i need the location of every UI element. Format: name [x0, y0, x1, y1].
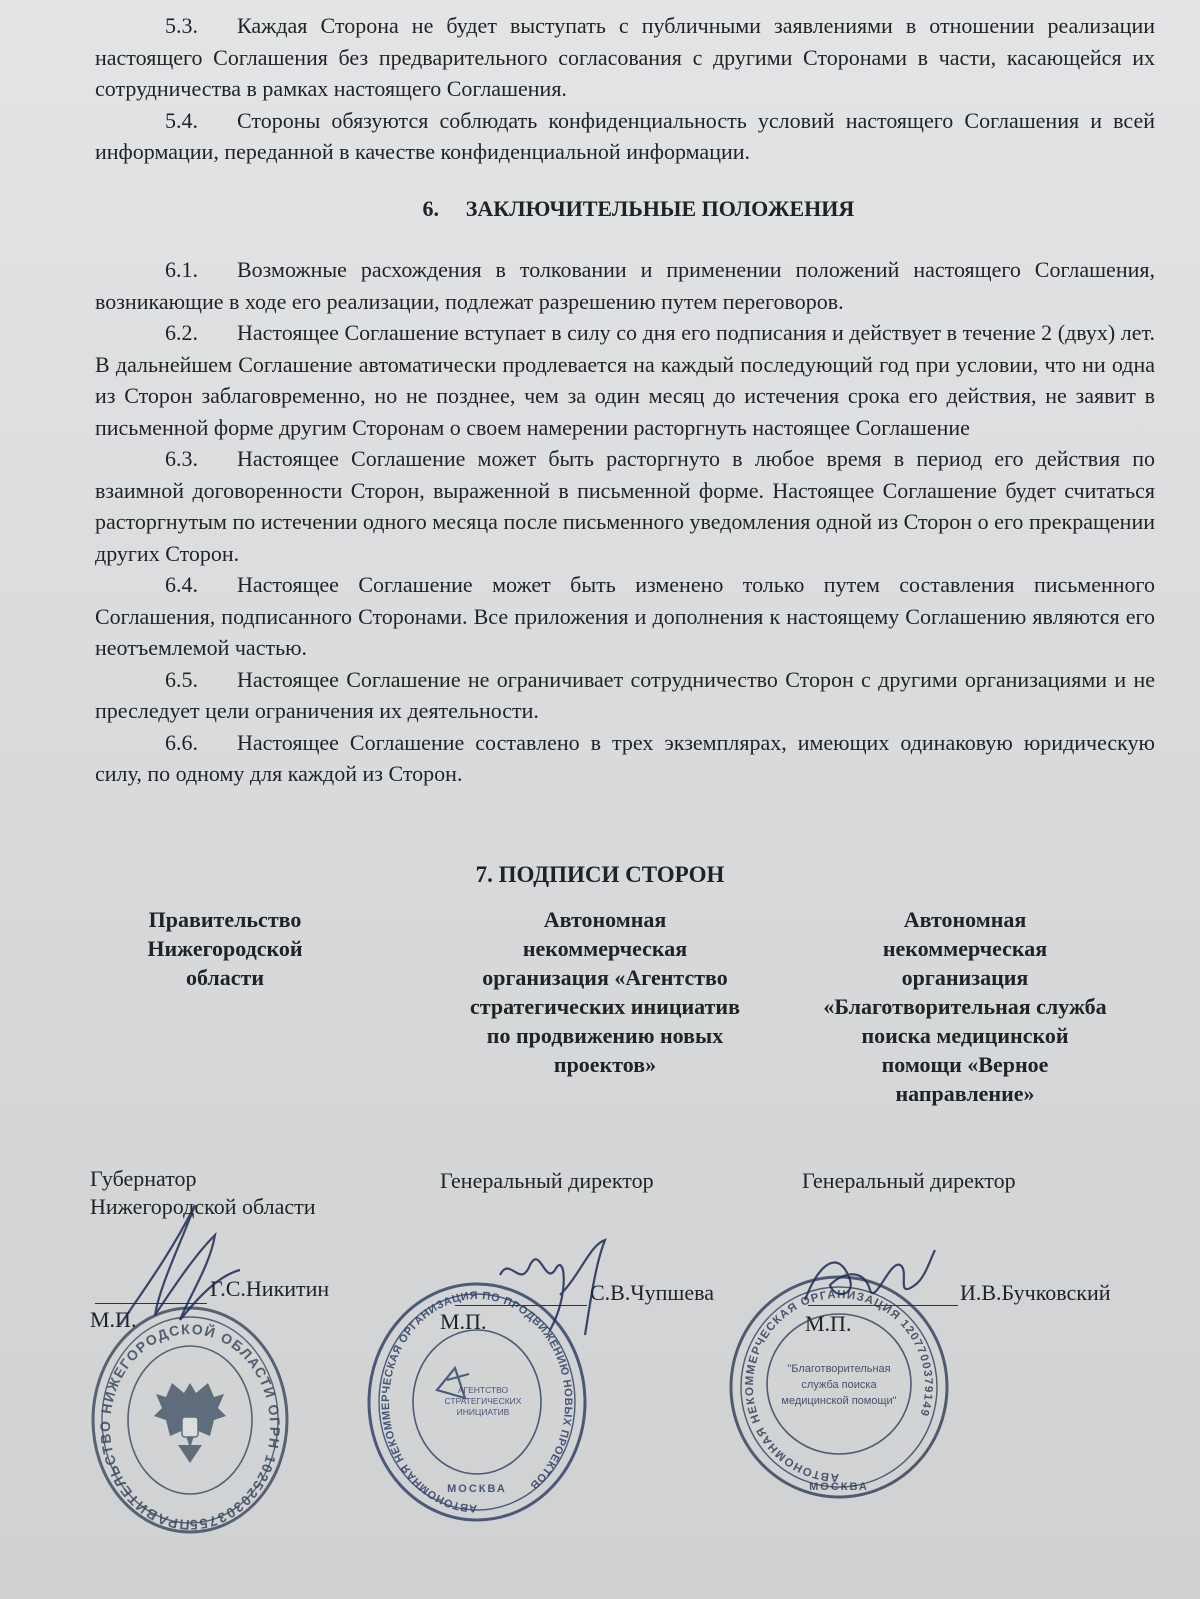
agreement-body [95, 10, 1155, 790]
clause-5-3: 5.3. Каждая Сторона не будет выступать с публичными заявлениями в отношении реализации настоящего Соглашения без предварительного согласования с другими Сторонами в части, касающейся их сотрудничества в рамках настоящего Соглашения. [95, 13, 1155, 101]
government-seal-stamp [85, 1292, 290, 1535]
government-seal-ring-text: ПРАВИТЕЛЬСТВО НИЖЕГОРОДСКОЙ ОБЛАСТИ ОГРН 1025203037551 [85, 1292, 284, 1534]
double-headed-eagle-icon [154, 1383, 226, 1463]
agency-seal-ring-text: АВТОНОМНАЯ НЕКОММЕРЧЕСКАЯ ОРГАНИЗАЦИЯ ПО ПРОДВИЖЕНИЮ НОВЫХ ПРОЕКТОВ [379, 1289, 575, 1515]
party-1-name: Правительство Нижегородской области [147, 907, 303, 990]
clause-6-5: 6.5. Настоящее Соглашение не ограничивает сотрудничество Сторон с другими организациями и не преследует цели ограничения их деятельности. [95, 666, 1155, 723]
clause-6-1: 6.1. Возможные расхождения в толковании и применении положений настоящего Соглашения, возникающие в ходе его реализации, подлежат разрешению путем переговоров. [95, 257, 1155, 314]
party-3-signer: И.В.Бучковский [960, 1280, 1111, 1305]
signatures-heading: 7. ПОДПИСИ СТОРОН [475, 862, 725, 887]
clause-6-4: 6.4. Настоящее Соглашение может быть изменено только путем составления письменного Соглашения, подписанного Сторонами. Все приложения и дополнения к настоящему Соглашению являются его неотъемлемой частью. [95, 572, 1155, 660]
party-3-seal-label: М.П. [805, 1311, 852, 1336]
clause-6-6: 6.6. Настоящее Соглашение составлено в трех экземплярах, имеющих одинаковую юридическую силу, по одному для каждой из Сторон. [95, 729, 1155, 786]
party-3-handwritten-signature [790, 1240, 940, 1330]
party-2-handwritten-signature [490, 1235, 620, 1345]
party-2-position: Генеральный директор [440, 1168, 654, 1193]
party-2-signer: С.В.Чупшева [590, 1280, 714, 1305]
clause-6-3: 6.3. Настоящее Соглашение может быть расторгнуто в любое время в период его действия по взаимной договоренности Сторон, выраженной в письменной форме. Настоящее Соглашение будет считаться расторгнутым по истечении одного месяца после письменного уведомления одной из Сторон о его прекращении других Сторон. [95, 446, 1155, 566]
party-1-position: Губернатор Нижегородской области [90, 1166, 316, 1219]
charity-seal-center-line-3: медицинской помощи" [781, 1395, 897, 1407]
agency-seal-center-line-3: ИНИЦИАТИВ [456, 1407, 510, 1417]
party-2-seal-label: М.П. [440, 1309, 487, 1334]
party-3-name: Автономная некоммерческая организация «Благотворительная служба поиска медицинской помощи «Верное направление» [823, 907, 1107, 1106]
party-2-name: Автономная некоммерческая организация «Агентство стратегических инициатив по продвижению новых проектов» [470, 907, 740, 1077]
clause-6-2: 6.2. Настоящее Соглашение вступает в силу со дня его подписания и действует в течение 2 (двух) лет. В дальнейшем Соглашение автоматически продлевается на каждый последующий год при условии, что ни одна из Сторон заблаговременно, но не позднее, чем за один месяц до истечения срока его действия, не заявит в письменной форме другим Сторонам о своем намерении расторгнуть настоящее Соглашение [95, 320, 1155, 440]
party-1-seal-label: М.П. [90, 1307, 137, 1332]
agency-seal-center-line-1: АГЕНТСТВО [457, 1385, 509, 1395]
charity-seal-ring-text: АВТОНОМНАЯ НЕКОММЕРЧЕСКАЯ ОРГАНИЗАЦИЯ 1207700379149 [743, 1288, 935, 1484]
clause-5-4: 5.4. Стороны обязуются соблюдать конфиденциальность условий настоящего Соглашения и всей информации, переданной в качестве конфиденциальной информации. [95, 107, 1155, 164]
party-1-handwritten-signature [100, 1195, 250, 1335]
section-6-heading: 6. ЗАКЛЮЧИТЕЛЬНЫЕ ПОЛОЖЕНИЯ [422, 195, 855, 221]
charity-seal-center-line-2: служба поиска [801, 1379, 877, 1391]
agency-seal-center-line-2: СТРАТЕГИЧЕСКИХ [444, 1396, 522, 1406]
charity-seal-center-line-1: "Благотворительная [787, 1363, 891, 1375]
charity-seal-city: МОСКВА [809, 1481, 869, 1493]
agency-seal-city: МОСКВА [447, 1483, 507, 1495]
party-1-signer: Г.С.Никитин [210, 1276, 330, 1301]
party-3-position: Генеральный директор [802, 1168, 1016, 1193]
